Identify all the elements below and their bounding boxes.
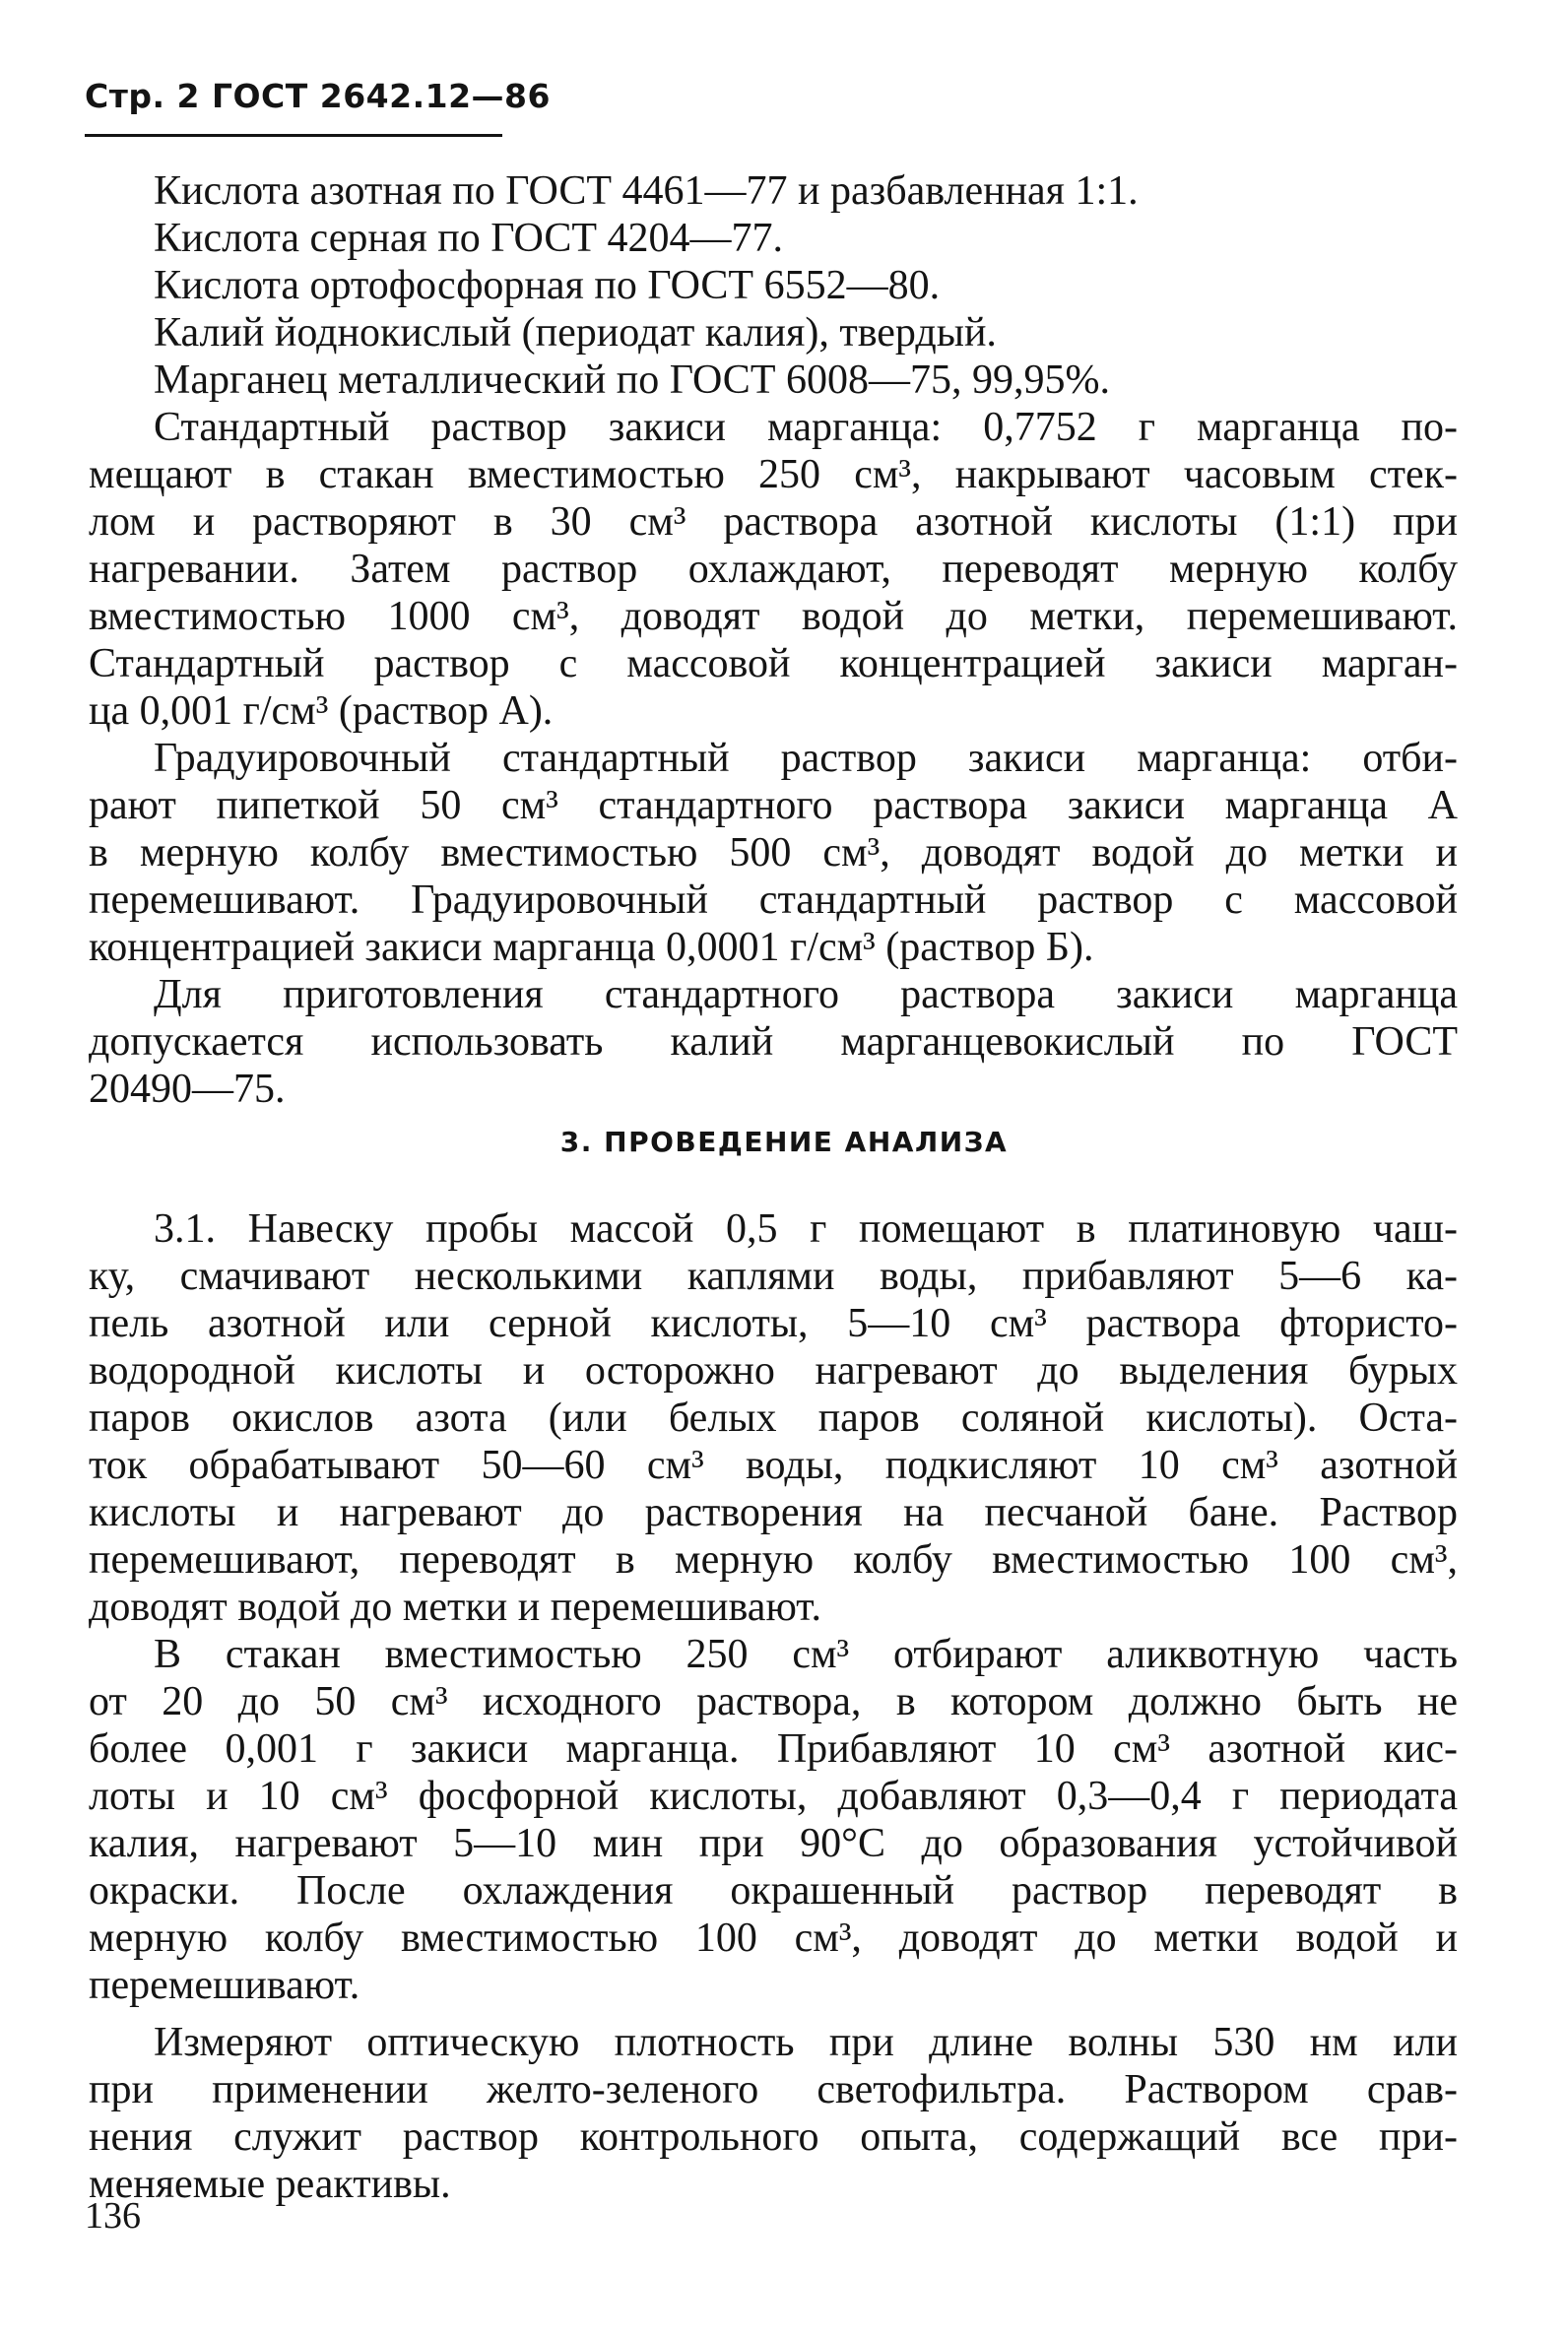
text-line: Стандартный раствор закиси марганца: 0,7752 г марганца по- — [154, 405, 1458, 450]
header-rule — [85, 134, 502, 137]
text-line: водородной кислоты и осторожно нагревают до выделения бурых — [89, 1348, 1458, 1394]
text-line: перемешивают. — [89, 1963, 360, 2008]
text-line: перемешивают, переводят в мерную колбу вместимостью 100 см³, — [89, 1537, 1458, 1583]
text-line: лоты и 10 см³ фосфорной кислоты, добавляют 0,3—0,4 г периодата — [89, 1774, 1458, 1819]
text-line: кислоты и нагревают до растворения на песчаной бане. Раствор — [89, 1490, 1458, 1535]
text-line: ток обрабатывают 50—60 см³ воды, подкисляют 10 см³ азотной — [89, 1443, 1458, 1488]
text-line: при применении желто-зеленого светофильтра. Раствором срав- — [89, 2067, 1458, 2112]
text-line: 20490—75. — [89, 1067, 286, 1112]
text-line: рают пипеткой 50 см³ стандартного раствора закиси марганца А — [89, 783, 1458, 828]
text-line: ку, смачивают несколькими каплями воды, прибавляют 5—6 ка- — [89, 1254, 1458, 1299]
text-line: лом и растворяют в 30 см³ раствора азотной кислоты (1:1) при — [89, 499, 1458, 545]
text-line: ца 0,001 г/см³ (раствор А). — [89, 688, 554, 734]
text-line: допускается использовать калий марганцевокислый по ГОСТ — [89, 1019, 1458, 1065]
text-line: доводят водой до метки и перемешивают. — [89, 1585, 821, 1630]
analysis-block — [89, 1205, 1458, 2208]
text-line: Градуировочный стандартный раствор закиси марганца: отби- — [154, 736, 1458, 781]
text-line: нения служит раствор контрольного опыта, содержащий все при- — [89, 2114, 1458, 2160]
text-line: 3.1. Навеску пробы массой 0,5 г помещают в платиновую чаш- — [154, 1206, 1458, 1252]
section-heading: 3. ПРОВЕДЕНИЕ АНАЛИЗА — [559, 1126, 1009, 1158]
text-line: паров окислов азота (или белых паров соляной кислоты). Оста- — [89, 1396, 1458, 1441]
page-number: 136 — [85, 2195, 141, 2237]
text-line: Стандартный раствор с массовой концентрацией закиси марган- — [89, 641, 1458, 686]
text-line: окраски. После охлаждения окрашенный раствор переводят в — [89, 1868, 1458, 1914]
text-line: перемешивают. Градуировочный стандартный раствор с массовой — [89, 877, 1458, 923]
text-line: в мерную колбу вместимостью 500 см³, доводят водой до метки и — [89, 830, 1458, 876]
text-line: Марганец металлический по ГОСТ 6008—75, 99,95%. — [154, 357, 1110, 403]
text-line: пель азотной или серной кислоты, 5—10 см³ раствора фтористо- — [89, 1301, 1458, 1346]
text-line: калия, нагревают 5—10 мин при 90°С до образования устойчивой — [89, 1821, 1458, 1866]
reagents-block — [89, 167, 1458, 1113]
text-line: нагревании. Затем раствор охлаждают, переводят мерную колбу — [89, 547, 1458, 592]
text-line: мерную колбу вместимостью 100 см³, доводят до метки водой и — [89, 1915, 1458, 1961]
text-line: Измеряют оптическую плотность при длине волны 530 нм или — [154, 2020, 1458, 2065]
text-line: концентрацией закиси марганца 0,0001 г/см³ (раствор Б). — [89, 925, 1094, 970]
text-line: от 20 до 50 см³ исходного раствора, в котором должно быть не — [89, 1679, 1458, 1724]
text-line: более 0,001 г закиси марганца. Прибавляют 10 см³ азотной кис- — [89, 1726, 1458, 1772]
text-line: меняемые реактивы. — [89, 2162, 451, 2207]
text-line: В стакан вместимостью 250 см³ отбирают аликвотную часть — [154, 1632, 1458, 1677]
text-line: Кислота ортофосфорная по ГОСТ 6552—80. — [154, 263, 941, 308]
running-header: Стр. 2 ГОСТ 2642.12—86 — [85, 77, 551, 115]
text-line: Кислота серная по ГОСТ 4204—77. — [154, 216, 784, 261]
text-line: Для приготовления стандартного раствора закиси марганца — [154, 972, 1458, 1017]
text-line: Кислота азотная по ГОСТ 4461—77 и разбавленная 1:1. — [154, 168, 1139, 214]
text-line: мещают в стакан вместимостью 250 см³, накрывают часовым стек- — [89, 452, 1458, 497]
text-line: вместимостью 1000 см³, доводят водой до метки, перемешивают. — [89, 594, 1458, 639]
text-line: Калий йоднокислый (периодат калия), твердый. — [154, 310, 997, 356]
